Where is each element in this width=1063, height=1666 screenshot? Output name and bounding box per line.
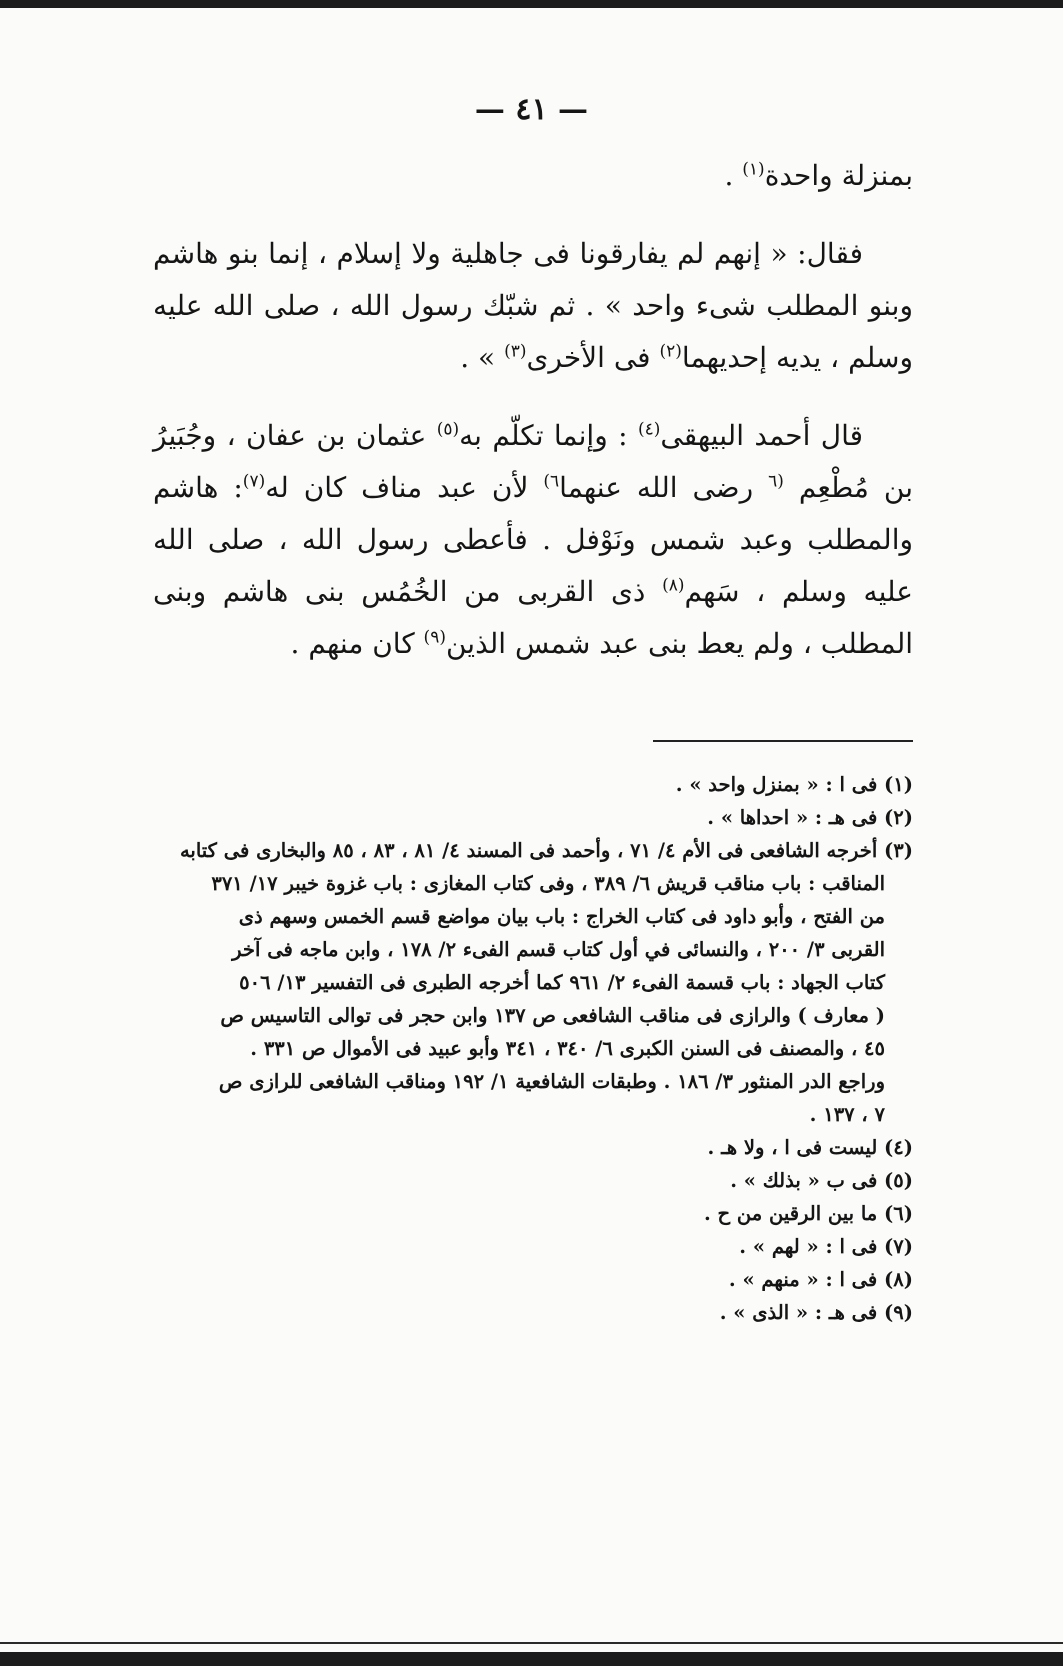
footnote-ref-4: (٤) xyxy=(637,419,661,440)
text-span: . xyxy=(724,159,743,192)
bottom-scan-border xyxy=(0,1652,1063,1666)
footnote-3 xyxy=(153,834,913,1131)
footnote-6: (٦) ما بين الرقين من ح . xyxy=(703,1202,913,1225)
text-span: رضى الله عنهما xyxy=(559,471,769,504)
paragraph-2 xyxy=(153,228,913,384)
footnote-ref-8: (٨) xyxy=(662,575,685,596)
footnote-2: (٢) فى هـ : « احداها » . xyxy=(707,806,913,829)
footnote-ref-5: (٥) xyxy=(436,419,460,440)
footnote-3-line: ٤٥ ، والمصنف فى السنن الكبرى ٦/ ٣٤٠ ، ٣٤١ وأبو عبيد فى الأموال ص ٣٣١ . xyxy=(250,1037,885,1060)
footnote-ref-7: (٧) xyxy=(242,471,266,492)
footnote-separator xyxy=(653,740,913,742)
text-span: فقال: « إنهم لم يفارقونا فى جاهلية ولا إسلام ، إنما بنو هاشم وبنو المطلب شىء واحد » . ثم شبّك رسول الله ، صلى الله عليه وسلم ، يديه إحديهما xyxy=(153,237,913,374)
footnote-ref-9: (٩) xyxy=(423,627,446,648)
text-span: ذى القربى من الخُمُس بنى هاشم وبنى المطلب ، ولم يعط بنى عبد شمس الذين xyxy=(153,575,913,660)
text-span: عثمان بن عفان ، وجُبَيرُ بن مُطْعِم xyxy=(153,419,913,504)
text-span: لأن عبد مناف كان له xyxy=(265,471,544,504)
text-span: كان منهم . xyxy=(290,627,424,660)
footnote-3-line: من الفتح ، وأبو داود فى كتاب الخراج : باب بيان مواضع قسم الخمس وسهم ذى xyxy=(238,905,885,928)
page-number: — ٤١ — xyxy=(474,92,589,127)
paragraph-1 xyxy=(153,150,913,202)
footnote-3-line: كتاب الجهاد : باب قسمة الفىء ٢/ ٩٦١ كما أخرجه الطبرى فى التفسير ١٣/ ٥٠٦ xyxy=(239,971,885,994)
footnote-ref-6-close: ٦) xyxy=(543,471,560,492)
text-span: : هاشم والمطلب وعبد شمس ونَوْفل . فأعطى رسول الله ، صلى الله عليه وسلم ، سَهم xyxy=(153,471,913,608)
footnote-1: (١) فى ا : « بمنزل واحد » . xyxy=(675,773,913,796)
footnote-ref-2: (٢) xyxy=(659,341,682,362)
bottom-scan-line xyxy=(0,1642,1063,1644)
footnote-5: (٥) فى ب « بذلك » . xyxy=(730,1169,913,1192)
text-span: قال أحمد البيهقى xyxy=(660,419,864,452)
footnote-ref-1: (١) xyxy=(742,159,765,180)
footnote-3-line: القربى ٣/ ٢٠٠ ، والنسائى في أول كتاب قسم الفىء ٢/ ١٧٨ ، وابن ماجه فى آخر xyxy=(232,938,885,961)
paragraph-3 xyxy=(153,410,913,670)
text-span: بمنزلة واحدة xyxy=(764,159,913,192)
text-span: » . xyxy=(460,341,505,374)
footnote-3-line: ٧ ، ١٣٧ . xyxy=(809,1103,885,1126)
footnote-3-line: ( معارف ) والرازى فى مناقب الشافعى ص ١٣٧ وابن حجر فى توالى التاسيس ص xyxy=(220,1004,885,1027)
footnote-3-line: وراجع الدر المنثور ٣/ ١٨٦ . وطبقات الشافعية ١/ ١٩٢ ومناقب الشافعى للرازى ص xyxy=(218,1070,885,1093)
footnote-3-line: (٣) أخرجه الشافعى فى الأم ٤/ ٧١ ، وأحمد فى المسند ٤/ ٨١ ، ٨٣ ، ٨٥ والبخارى فى كتابه xyxy=(179,839,913,862)
footnote-3-line: المناقب : باب مناقب قريش ٦/ ٣٨٩ ، وفى كتاب المغازى : باب غزوة خيبر ١٧/ ٣٧١ xyxy=(211,872,885,895)
text-span: فى الأخرى xyxy=(526,341,660,374)
footnote-ref-3: (٣) xyxy=(504,341,527,362)
footnote-7: (٧) فى ا : « لهم » . xyxy=(739,1235,913,1258)
text-span: : وإنما تكلّم به xyxy=(459,419,638,452)
footnote-ref-6-open: (٦ xyxy=(768,471,784,492)
main-text xyxy=(153,150,913,696)
footnote-9: (٩) فى هـ : « الذى » . xyxy=(719,1301,913,1324)
footnote-8: (٨) فى ا : « منهم » . xyxy=(728,1268,913,1291)
footnote-4: (٤) ليست فى ا ، ولا هـ . xyxy=(707,1136,913,1159)
footnotes xyxy=(153,768,913,1329)
top-scan-border xyxy=(0,0,1063,8)
